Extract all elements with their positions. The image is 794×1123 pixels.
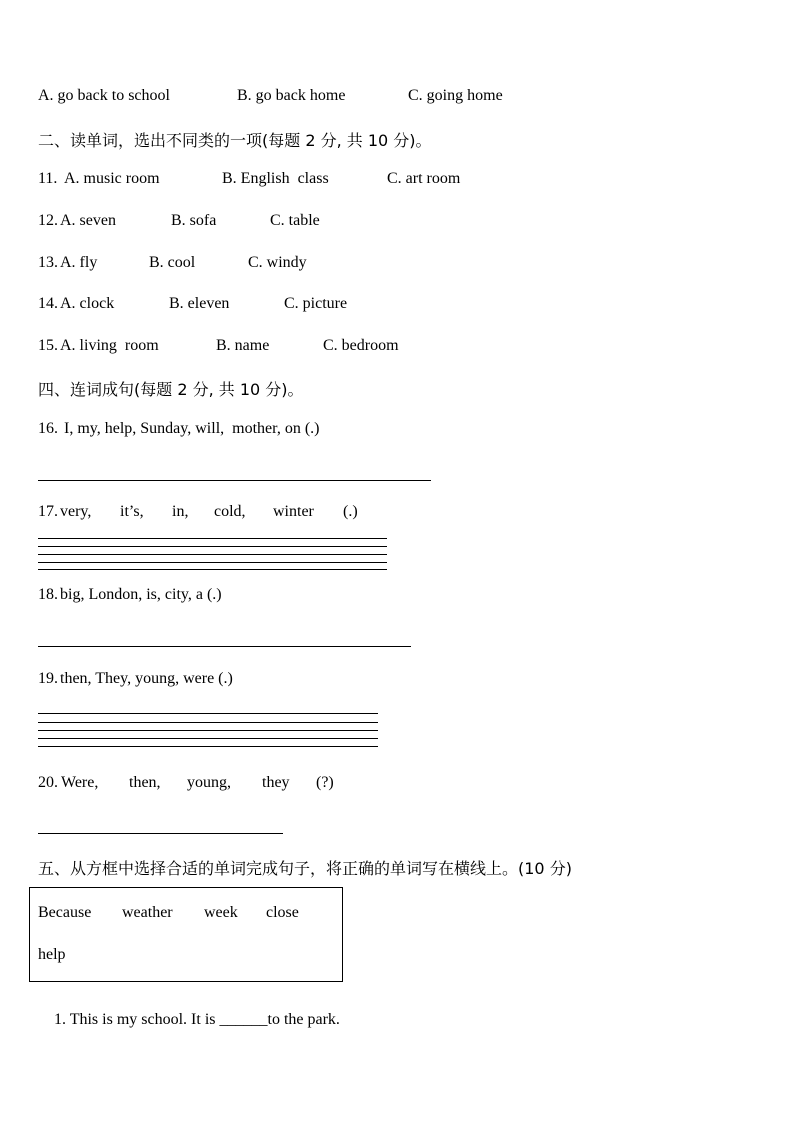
word-list: then, They, young, were (.) [60, 670, 233, 687]
answer-line[interactable] [38, 562, 387, 563]
word-list: big, London, is, city, a (.) [60, 586, 222, 603]
question-number: 16. [38, 420, 58, 437]
option-c: C. windy [248, 254, 307, 271]
word: cold, [214, 503, 246, 520]
question-number: 14. [38, 295, 58, 312]
answer-line[interactable] [38, 746, 378, 747]
answer-line[interactable] [38, 722, 378, 723]
answer-line[interactable] [38, 646, 411, 647]
answer-line[interactable] [38, 538, 387, 539]
word: (.) [343, 503, 358, 520]
option-b: B. cool [149, 254, 196, 271]
answer-line[interactable] [38, 738, 378, 739]
word-box-word: weather [122, 904, 173, 921]
answer-line[interactable] [38, 730, 378, 731]
option-b: B. name [216, 337, 270, 354]
word: very, [60, 503, 92, 520]
question-number: 18. [38, 586, 58, 603]
question-number: 13. [38, 254, 58, 271]
answer-line[interactable] [38, 833, 283, 834]
sentence-end: to the park. [267, 1011, 340, 1028]
answer-line[interactable] [38, 546, 387, 547]
answer-blank[interactable]: ______ [219, 1011, 268, 1028]
word: it’s, [120, 503, 144, 520]
word: in, [172, 503, 189, 520]
question-number: 11. [38, 170, 58, 187]
sentence-start: 1. This is my school. It is [54, 1011, 220, 1028]
option-c: C. art room [387, 170, 461, 187]
answer-line[interactable] [38, 569, 387, 570]
option-b: B. go back home [237, 87, 346, 104]
option-a: A. living room [60, 337, 159, 354]
section-4-title: 四、连词成句(每题 2 分, 共 10 分)。 [38, 380, 304, 399]
word-box-word: Because [38, 904, 92, 921]
question-number: 15. [38, 337, 58, 354]
answer-line[interactable] [38, 713, 378, 714]
word: young, [187, 774, 231, 791]
word: winter [273, 503, 314, 520]
answer-line[interactable] [38, 554, 387, 555]
option-a: A. clock [60, 295, 115, 312]
question-number: 12. [38, 212, 58, 229]
word-list: I, my, help, Sunday, will, mother, on (.) [60, 420, 320, 437]
word-box-word: week [204, 904, 238, 921]
option-c: C. table [270, 212, 320, 229]
option-b: B. English class [222, 170, 329, 187]
word-box-word: help [38, 946, 66, 963]
word: Were, [61, 774, 99, 791]
option-a: A. go back to school [38, 87, 170, 104]
word-box [29, 887, 343, 982]
section-5-title: 五、从方框中选择合适的单词完成句子，将正确的单词写在横线上。(10 分) [38, 859, 572, 878]
option-c: C. going home [408, 87, 503, 104]
word: (?) [316, 774, 334, 791]
option-a: A. music room [64, 170, 160, 187]
question-number: 20. [38, 774, 58, 791]
question-number: 19. [38, 670, 58, 687]
answer-line[interactable] [38, 480, 431, 481]
section-2-title: 二、读单词，选出不同类的一项(每题 2 分, 共 10 分)。 [38, 131, 432, 150]
option-a: A. seven [60, 212, 116, 229]
word-box-word: close [266, 904, 299, 921]
option-a: A. fly [60, 254, 98, 271]
word: they [262, 774, 290, 791]
option-b: B. sofa [171, 212, 217, 229]
option-c: C. picture [284, 295, 348, 312]
word: then, [129, 774, 161, 791]
option-b: B. eleven [169, 295, 230, 312]
option-c: C. bedroom [323, 337, 399, 354]
question-number: 17. [38, 503, 58, 520]
